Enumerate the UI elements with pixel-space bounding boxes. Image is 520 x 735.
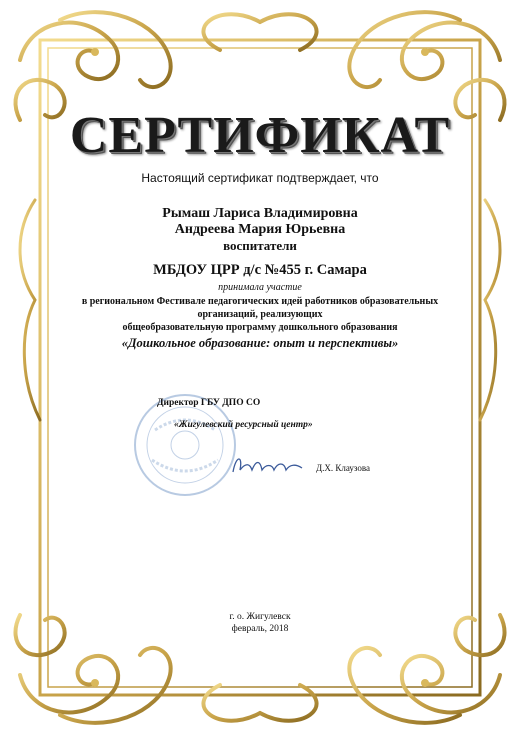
event-line: общеобразовательную программу дошкольного образования [122, 322, 398, 333]
signer-name: Д.Х. Клаузова [316, 463, 371, 473]
recipient-name: Рымаш Лариса Владимировна [162, 206, 358, 221]
intro-text: Настоящий сертификат подтверждает, что [141, 171, 379, 185]
organization: МБДОУ ЦРР д/с №455 г. Самара [153, 262, 367, 278]
issuer-name: «Жигулевский ресурсный центр» [174, 420, 313, 430]
participation-text: принимала участие [218, 282, 302, 293]
program-name: «Дошкольное образование: опыт и перспективы» [121, 336, 399, 350]
issue-place: г. о. Жигулевск [229, 612, 291, 622]
certificate-title: СЕРТИФИКАТ [69, 107, 451, 164]
director-title: Директор ГБУ ДПО СО [157, 398, 261, 408]
issue-date: февраль, 2018 [231, 624, 289, 634]
event-line: организаций, реализующих [197, 309, 323, 320]
recipient-name: Андреева Мария Юрьевна [174, 222, 346, 237]
event-line: в региональном Фестивале педагогических идей работников образовательных [81, 296, 439, 307]
handwritten-signature [228, 450, 308, 480]
recipient-role: воспитатели [223, 238, 297, 253]
